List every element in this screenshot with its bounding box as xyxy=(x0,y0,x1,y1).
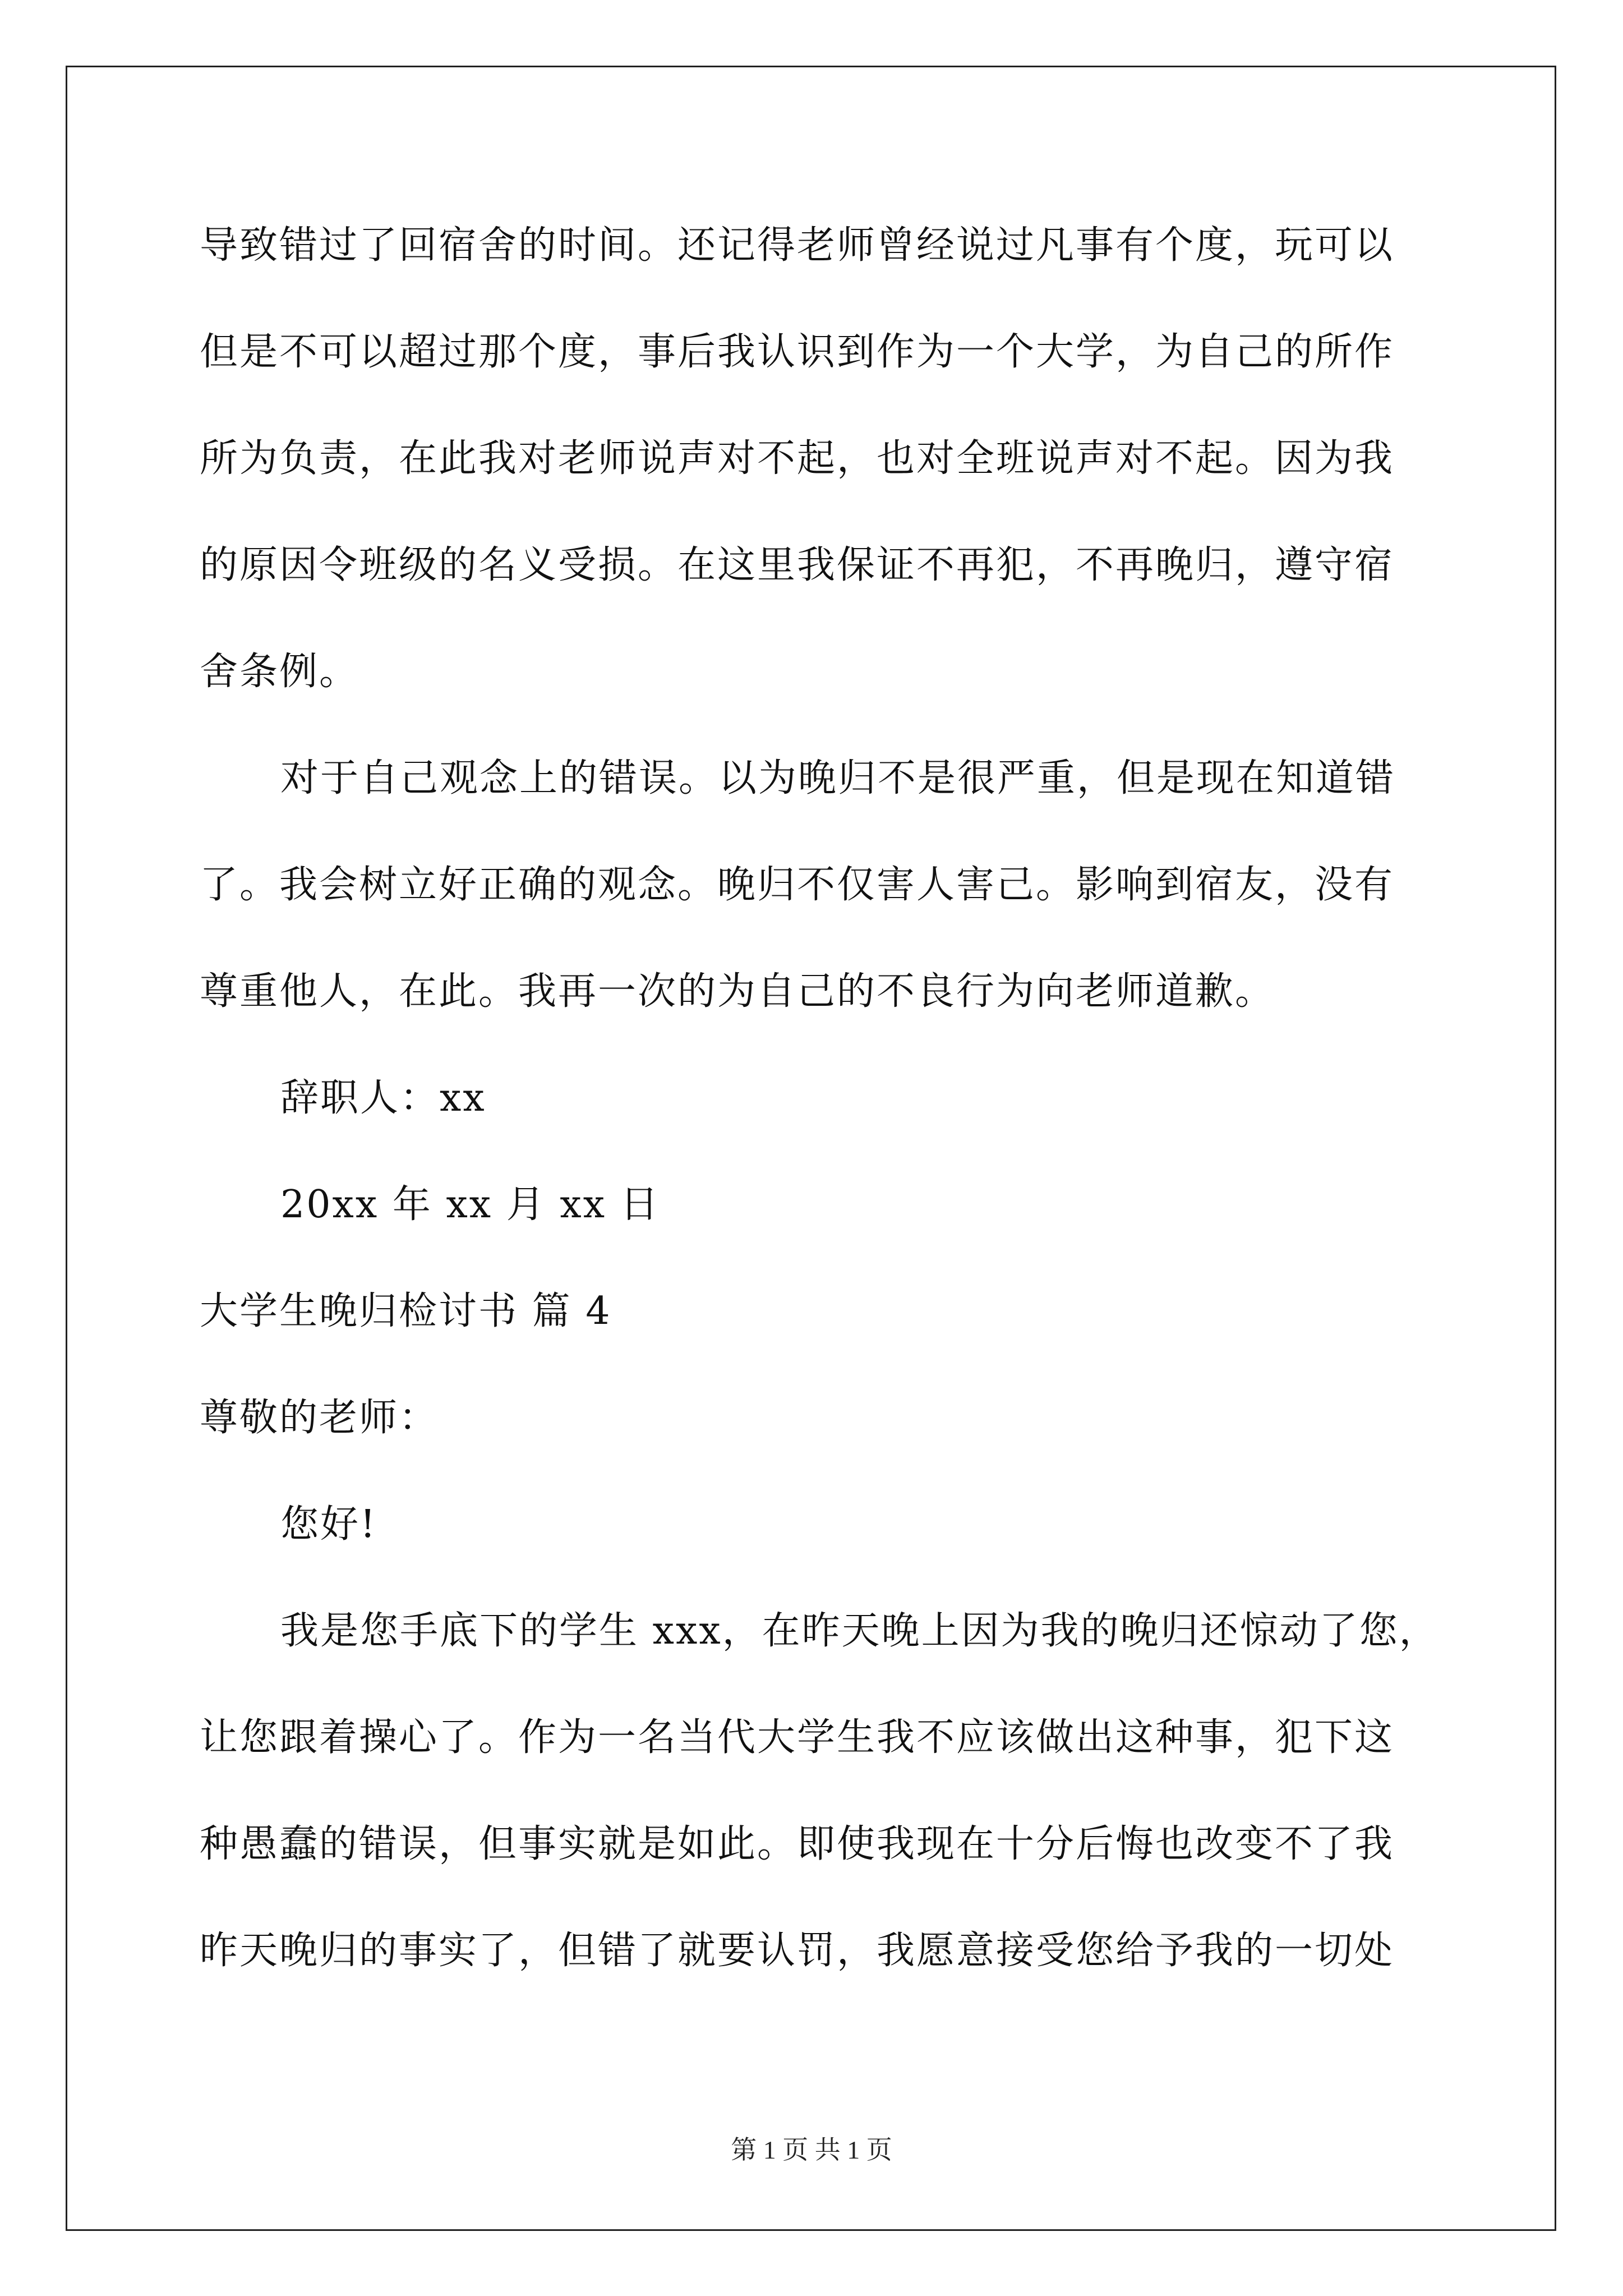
paragraph-line: 种愚蠢的错误，但事实就是如此。即使我现在十分后悔也改变不了我 xyxy=(200,1822,1395,1866)
page-number-footer: 第 1 页 共 1 页 xyxy=(731,2136,892,2164)
paragraph-line: 但是不可以超过那个度，事后我认识到作为一个大学，为自己的所作 xyxy=(200,330,1395,374)
paragraph-line: 的原因令班级的名义受损。在这里我保证不再犯，不再晚归，遵守宿 xyxy=(200,543,1395,587)
salutation: 尊敬的老师： xyxy=(200,1396,439,1440)
greeting: 您好! xyxy=(280,1502,377,1547)
paragraph-line: 导致错过了回宿舍的时间。还记得老师曾经说过凡事有个度，玩可以 xyxy=(200,223,1395,268)
date-line: 20xx 年 xx 月 xx 日 xyxy=(280,1182,660,1227)
section-heading: 大学生晚归检讨书 篇 4 xyxy=(200,1289,612,1333)
paragraph-line: 昨天晚归的事实了，但错了就要认罚，我愿意接受您给予我的一切处 xyxy=(200,1929,1395,1973)
signature-line: 辞职人：xx xyxy=(280,1076,486,1120)
page-border xyxy=(66,66,1556,2231)
paragraph-line: 尊重他人，在此。我再一次的为自己的不良行为向老师道歉。 xyxy=(200,969,1275,1014)
paragraph-line: 对于自己观念上的错误。以为晚归不是很严重，但是现在知道错 xyxy=(280,756,1396,800)
paragraph-line: 舍条例。 xyxy=(200,650,359,694)
paragraph-line: 让您跟着操心了。作为一名当代大学生我不应该做出这种事，犯下这 xyxy=(200,1715,1395,1760)
paragraph-line: 了。我会树立好正确的观念。晚归不仅害人害己。影响到宿友，没有 xyxy=(200,863,1395,907)
paragraph-line: 我是您手底下的学生 xxx，在昨天晚上因为我的晚归还惊动了您， xyxy=(280,1609,1439,1653)
paragraph-line: 所为负责，在此我对老师说声对不起，也对全班说声对不起。因为我 xyxy=(200,436,1395,481)
